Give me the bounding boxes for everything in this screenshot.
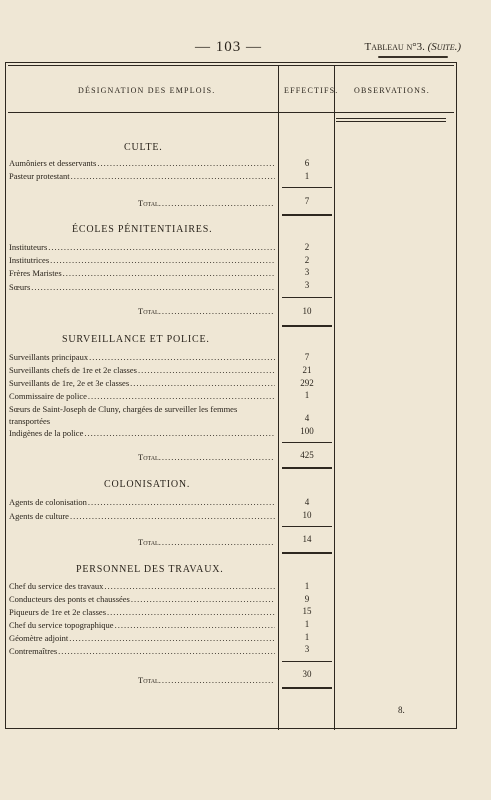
table-row <box>9 593 275 605</box>
table-row <box>9 580 275 592</box>
row-value: 2 <box>304 242 310 252</box>
total-rule <box>282 526 332 527</box>
column-header-designation: DÉSIGNATION DES EMPLOIS. <box>78 86 216 95</box>
row-value: 3 <box>304 267 310 277</box>
section-title-culte: CULTE. <box>124 142 163 153</box>
table-row <box>9 632 275 644</box>
section-title-ecoles: ÉCOLES PÉNITENTIAIRES. <box>72 224 213 235</box>
row-value: 1 <box>304 171 310 181</box>
row-value: 1 <box>304 581 310 591</box>
total-value: 10 <box>302 306 312 316</box>
total-value: 425 <box>300 450 314 460</box>
total-rule <box>282 661 332 662</box>
section-title-travaux: PERSONNEL DES TRAVAUX. <box>76 564 224 575</box>
row-value: 9 <box>304 594 310 604</box>
row-label: Frères Maristes <box>9 268 62 278</box>
header-bottom-rule <box>8 112 454 113</box>
column-header-effectifs: EFFECTIFS. <box>284 86 339 95</box>
row-value: 3 <box>304 644 310 654</box>
row-value: 6 <box>304 158 310 168</box>
table-row <box>9 281 275 293</box>
row-label: Aumôniers et desservants <box>9 158 97 168</box>
row-value: 7 <box>304 352 310 362</box>
table-row <box>9 510 275 522</box>
section-title-surveillance: SURVEILLANCE ET POLICE. <box>62 334 210 345</box>
table-row <box>9 254 275 266</box>
row-label: Géomètre adjoint <box>9 633 69 643</box>
table-row <box>9 427 275 439</box>
column-divider-right <box>334 65 335 730</box>
row-value: 2 <box>304 255 310 265</box>
total-rule <box>282 297 332 298</box>
tableau-label <box>365 41 461 53</box>
table-row <box>9 645 275 657</box>
row-label: Contremaîtres <box>9 646 58 656</box>
table-row <box>9 606 275 618</box>
section-title-colonisation: COLONISATION. <box>104 479 191 490</box>
row-value: 1 <box>304 619 310 629</box>
row-value: 1 <box>304 632 310 642</box>
row-label: Piqueurs de 1re et 2e classes <box>9 607 107 617</box>
table-row <box>9 241 275 253</box>
total-label: Total ..... <box>138 305 273 317</box>
tableau-number: Tableau n°3. <box>364 41 425 53</box>
table-row <box>9 364 275 376</box>
column-divider-left <box>278 65 279 730</box>
total-label: Total ..... <box>138 197 273 209</box>
total-value: 7 <box>304 196 310 206</box>
table-row <box>9 267 275 279</box>
row-label: Sœurs de Saint-Joseph de Cluny, chargées de surveiller les femmes transportées <box>9 404 238 426</box>
row-label: Institutrices <box>9 255 50 265</box>
total-label: Total ..... <box>138 536 273 548</box>
page-number: — 103 — <box>195 39 262 55</box>
row-value: 100 <box>300 426 314 436</box>
header-rule <box>378 56 448 58</box>
signature-mark: 8. <box>398 705 405 715</box>
row-label: Commissaire de police <box>9 391 87 401</box>
total-label: Total ..... <box>138 674 273 686</box>
table-row <box>9 351 275 363</box>
table-row <box>9 496 275 508</box>
table-row <box>9 157 275 169</box>
total-label: Total ..... <box>138 451 273 463</box>
row-value: 4 <box>304 497 310 507</box>
row-label: Conducteurs des ponts et chaussées <box>9 594 130 604</box>
total-rule <box>282 325 332 327</box>
row-label: Surveillants principaux <box>9 352 89 362</box>
table-row <box>9 619 275 631</box>
table-row <box>9 390 275 402</box>
row-value: 1 <box>304 390 310 400</box>
total-value: 30 <box>302 669 312 679</box>
row-label: Instituteurs <box>9 242 48 252</box>
row-value: 3 <box>304 280 310 290</box>
row-label: Agents de culture <box>9 511 69 521</box>
row-label: Chef du service des travaux <box>9 581 104 591</box>
table-row <box>9 170 275 182</box>
row-label: Sœurs <box>9 282 31 292</box>
row-value: 15 <box>302 606 312 616</box>
row-label: Surveillants chefs de 1re et 2e classes <box>9 365 137 375</box>
total-rule <box>282 442 332 443</box>
table-row <box>9 403 275 427</box>
row-value: 4 <box>304 413 310 423</box>
total-value: 14 <box>302 534 312 544</box>
total-rule <box>282 467 332 469</box>
total-rule <box>282 687 332 689</box>
total-rule <box>282 552 332 554</box>
row-value: 292 <box>300 378 314 388</box>
observations-double-rule <box>336 118 446 122</box>
row-label: Pasteur protestant <box>9 171 70 181</box>
row-value: 10 <box>302 510 312 520</box>
total-rule <box>282 214 332 216</box>
row-label: Surveillants de 1re, 2e et 3e classes <box>9 378 130 388</box>
column-header-observations: OBSERVATIONS. <box>354 86 430 95</box>
total-rule <box>282 187 332 188</box>
row-label: Indigènes de la police <box>9 428 84 438</box>
tableau-suite: (Suite.) <box>427 41 461 53</box>
table-inner-top-rule <box>8 65 454 66</box>
row-value: 21 <box>302 365 312 375</box>
table-row <box>9 377 275 389</box>
row-label: Chef du service topographique <box>9 620 114 630</box>
row-label: Agents de colonisation <box>9 497 87 507</box>
